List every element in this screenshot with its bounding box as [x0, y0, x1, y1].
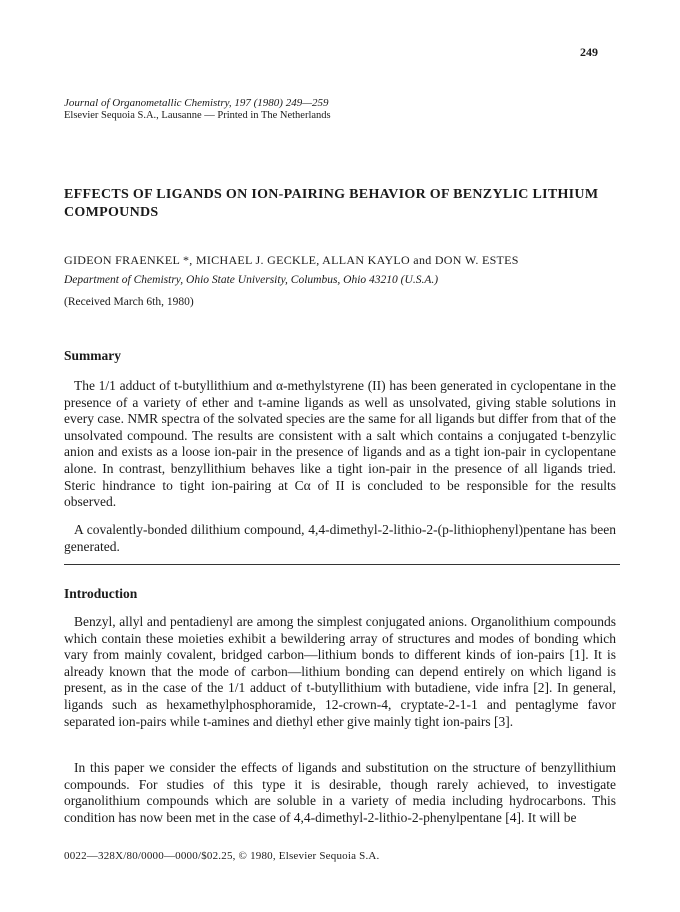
- intro-text-2: In this paper we consider the effects of ligands and substitution on the structure of benzyllithium compounds. For studies of this type it is desirable, though rarely achieved, to investigate organolithium compounds which are soluble in a variety of media including hydrocarbons. This condition has now been met in the case of 4,4-dimethyl-2-lithio-2-phenylpentane [4]. It will be: [64, 760, 616, 825]
- publisher-line: Elsevier Sequoia S.A., Lausanne — Printed in The Netherlands: [64, 110, 331, 121]
- summary-text-2: A covalently-bonded dilithium compound, 4,4-dimethyl-2-lithio-2-(p-lithiophenyl)pentane has been generated.: [64, 522, 616, 554]
- summary-paragraph-1: [64, 378, 616, 511]
- received-date: (Received March 6th, 1980): [64, 296, 194, 308]
- introduction-heading: Introduction: [64, 586, 138, 601]
- introduction-paragraph-2: [64, 760, 616, 826]
- article-title: EFFECTS OF LIGANDS ON ION-PAIRING BEHAVIOR OF BENZYLIC LITHIUM COMPOUNDS: [64, 187, 599, 220]
- summary-heading: Summary: [64, 348, 121, 363]
- affiliation: Department of Chemistry, Ohio State University, Columbus, Ohio 43210 (U.S.A.): [64, 274, 439, 286]
- summary-paragraph-2: [64, 522, 616, 555]
- journal-citation: Journal of Organometallic Chemistry, 197 (1980) 249—259: [64, 97, 329, 109]
- section-divider: [64, 564, 620, 565]
- author-list: GIDEON FRAENKEL *, MICHAEL J. GECKLE, ALLAN KAYLO and DON W. ESTES: [64, 253, 519, 267]
- page-number: 249: [580, 45, 598, 59]
- summary-text-1: The 1/1 adduct of t-butyllithium and α-methylstyrene (II) has been generated in cyclopentane in the presence of a variety of ether and t-amine ligands as well as unsolvated, giving stable solutions in every case. NMR spectra of the solvated species are the same for all ligands but differ from that of the unsolvated compound. The results are consistent with a salt which contains a conjugated t-benzylic anion and exists as a loose ion-pair in the presence of ligands and as a tight ion-pair in cyclopentane alone. In contrast, benzyllithium behaves like a tight ion-pair in the presence of all ligands tried. Steric hindrance to tight ion-pairing at Cα of II is concluded to be responsible for the results observed.: [64, 378, 616, 510]
- intro-text-1: Benzyl, allyl and pentadienyl are among the simplest conjugated anions. Organolithium compounds which contain these moieties exhibit a bewildering array of structures and modes of bonding which vary from mainly covalent, bridged carbon—lithium bonds to different kinds of ion-pairs [1]. It is already known that the mode of carbon—lithium bonding can depend entirely on which ligand is present, as in the case of the 1/1 adduct of t-butyllithium with butadiene, vide infra [2]. In general, ligands such as hexamethylphosphoramide, 12-crown-4, cryptate-2-1-1 and pentaglyme favor separated ion-pairs while t-amines and diethyl ether give mainly tight ion-pairs [3].: [64, 614, 616, 729]
- introduction-paragraph-1: [64, 614, 616, 730]
- copyright-footer: 0022—328X/80/0000—0000/$02.25, © 1980, Elsevier Sequoia S.A.: [64, 850, 380, 862]
